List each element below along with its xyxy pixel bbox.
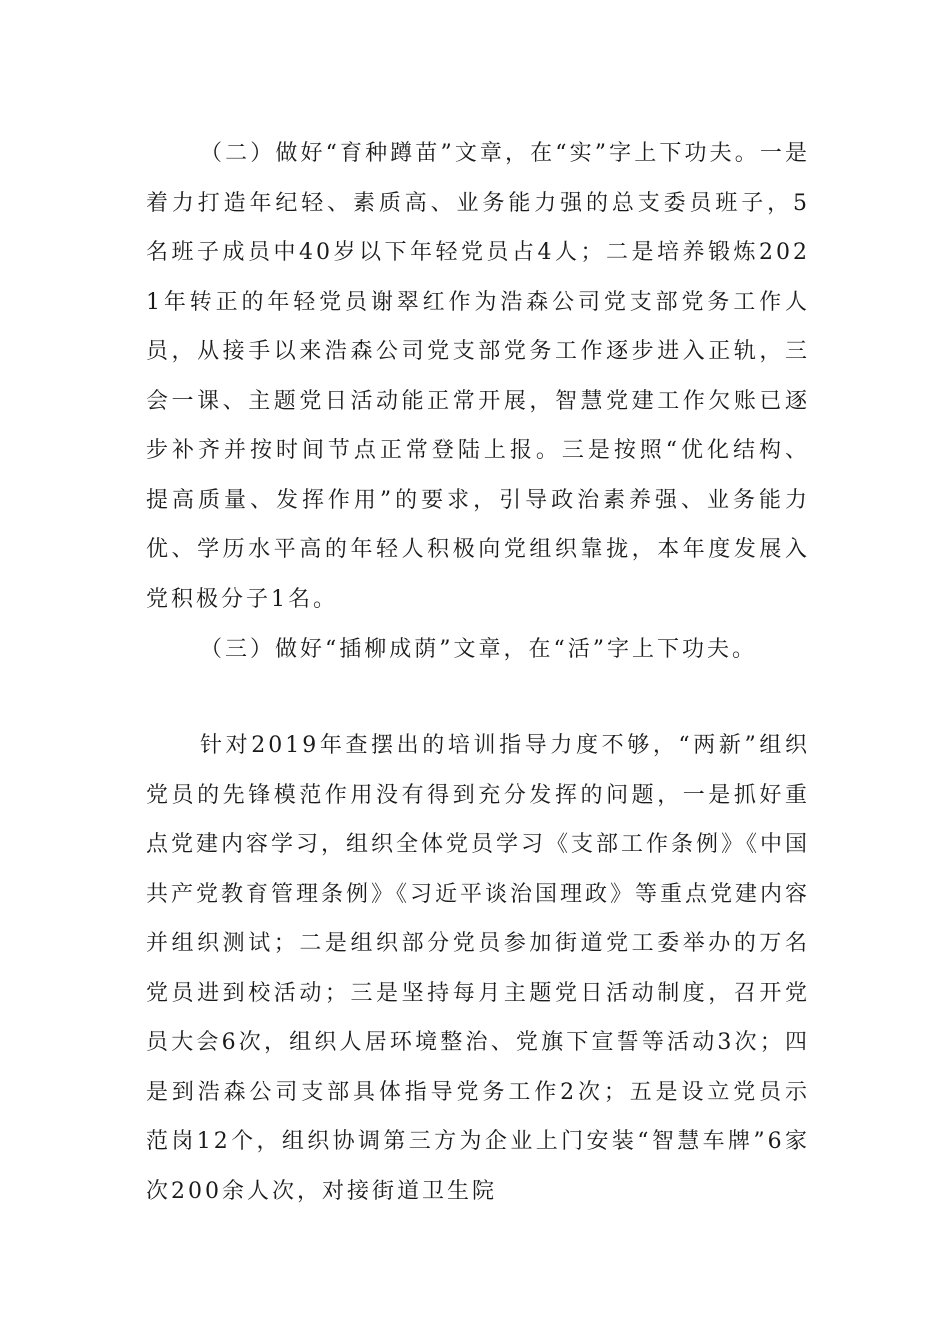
paragraph-section-two: （二）做好“育种蹲苗”文章，在“实”字上下功夫。一是着力打造年纪轻、素质高、业务能力强的总支委员班子，5名班子成员中40岁以下年轻党员占4人；二是培养锻炼2021年转正的年轻党员谢翠红作为浩森公司党支部党务工作人员，从接手以来浩森公司党支部党务工作逐步进入正轨，三会一课、主题党日活动能正常开展，智慧党建工作欠账已逐步补齐并按时间节点正常登陆上报。三是按照“优化结构、提高质量、发挥作用”的要求，引导政治素养强、业务能力优、学历水平高的年轻人积极向党组织靠拢，本年度发展入党积极分子1名。 (146, 141, 810, 612)
paragraph-section-three-body: 针对2019年查摆出的培训指导力度不够，“两新”组织党员的先锋模范作用没有得到充分发挥的问题，一是抓好重点党建内容学习，组织全体党员学习《支部工作条例》《中国共产党教育管理条例》《习近平谈治国理政》等重点党建内容并组织测试；二是组织部分党员参加街道党工委举办的万名党员进到校活动；三是坚持每月主题党日活动制度，召开党员大会6次，组织人居环境整治、党旗下宣誓等活动3次；四是到浩森公司支部具体指导党务工作2次；五是设立党员示范岗12个，组织协调第三方为企业上门安装“智慧车牌”6家次200余人次，对接街道卫生院 (146, 733, 811, 1204)
paragraph-section-three-heading: （三）做好“插柳成荫”文章，在“活”字上下功夫。 (200, 637, 757, 662)
